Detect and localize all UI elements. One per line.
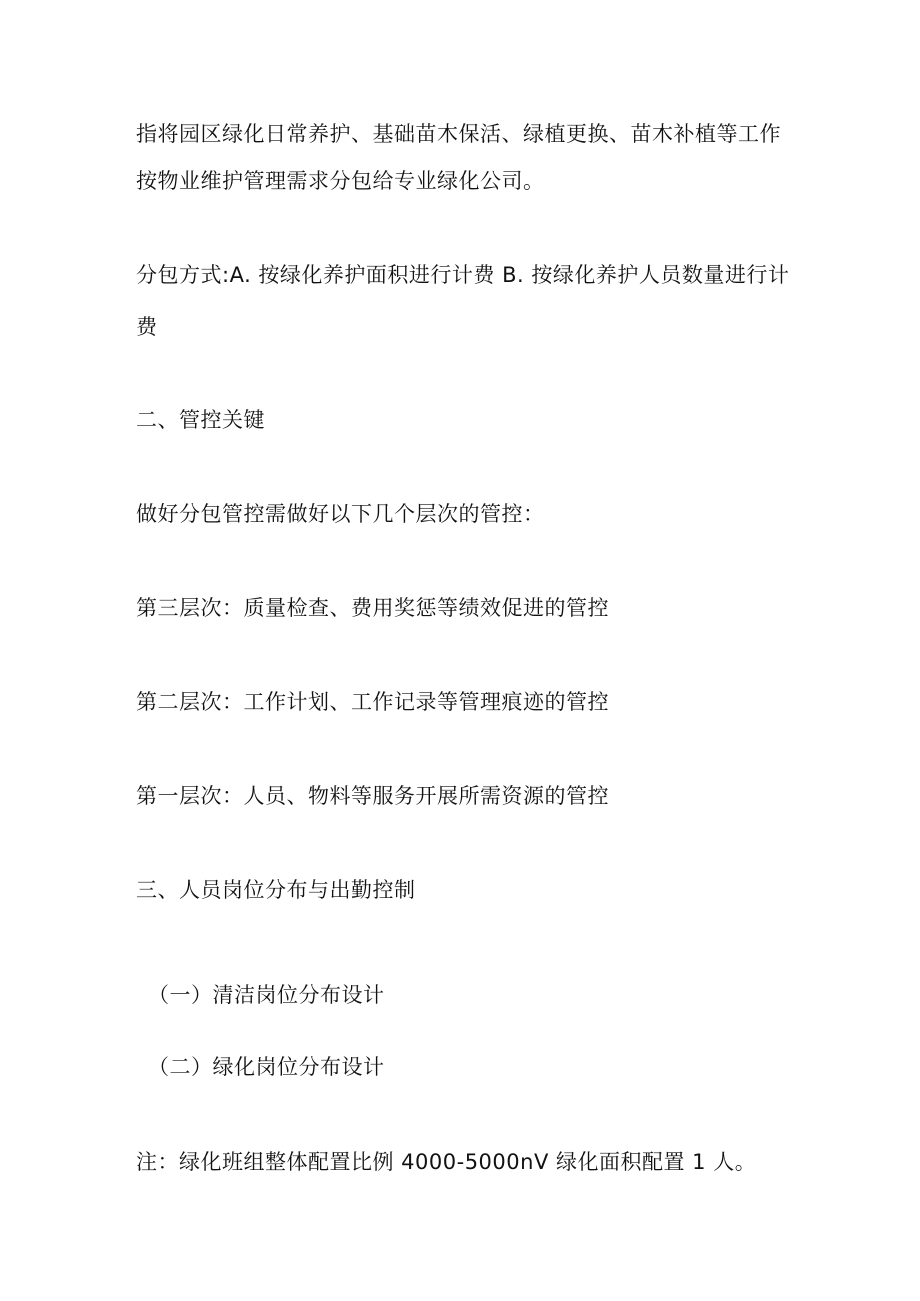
section-intro-paragraph: 做好分包管控需做好以下几个层次的管控： (136, 502, 545, 526)
intro-line-2: 按物业维护管理需求分包给专业绿化公司。 (136, 169, 545, 193)
note-paragraph: 注：绿化班组整体配置比例 4000-5000nV 绿化面积配置 1 人。 (136, 1150, 757, 1174)
level-item-first: 第一层次：人员、物料等服务开展所需资源的管控 (136, 784, 609, 808)
level-item-third: 第三层次：质量检查、费用奖惩等绩效促进的管控 (136, 596, 609, 620)
subcontract-method-line-2: 费 (136, 315, 158, 339)
subsection-greening-posts: （二）绿化岗位分布设计 (148, 1055, 385, 1079)
subcontract-method-line-1: 分包方式:A. 按绿化养护面积进行计费 B. 按绿化养护人员数量进行计 (136, 263, 790, 287)
section-heading-control-key: 二、管控关键 (136, 408, 265, 432)
section-heading-staffing: 三、人员岗位分布与出勤控制 (136, 878, 416, 902)
level-item-second: 第二层次：工作计划、工作记录等管理痕迹的管控 (136, 690, 609, 714)
subsection-cleaning-posts: （一）清洁岗位分布设计 (148, 983, 385, 1007)
intro-line-1: 指将园区绿化日常养护、基础苗木保活、绿植更换、苗木补植等工作 (136, 122, 781, 146)
